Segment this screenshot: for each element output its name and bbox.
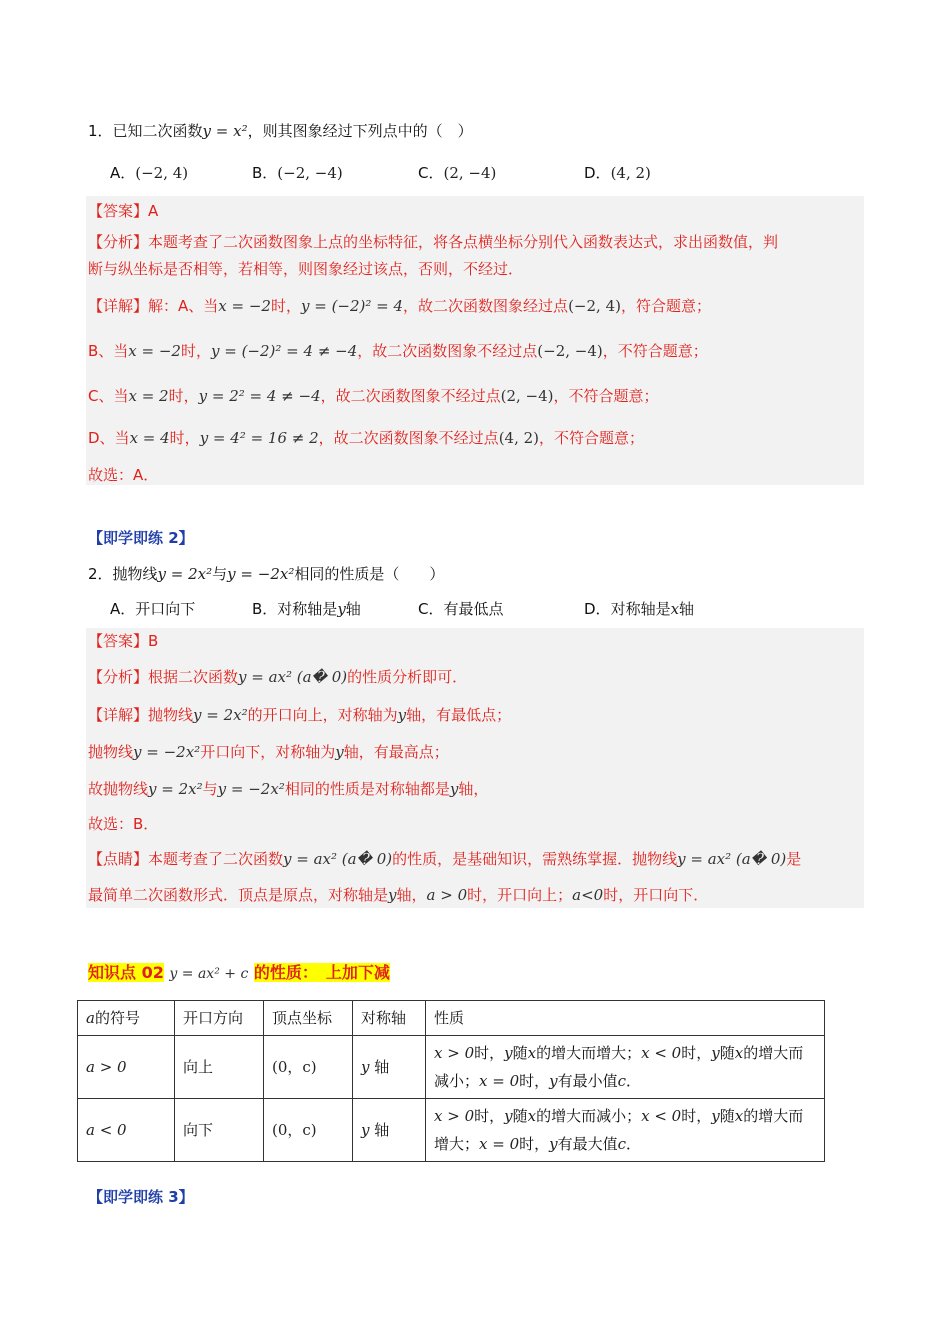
- q1-analysis-line1: [88, 231, 778, 253]
- row2-prop-text-7: 时，: [681, 1107, 712, 1125]
- row2-vertex: (0，c): [264, 1099, 353, 1162]
- q1-detail-d-m3: (4, 2): [498, 429, 540, 447]
- q2-detail3-p3: 相同的性质是对称轴都是: [284, 780, 450, 798]
- q1-detail-b-m2: y = (−2)² = 4 ≠ −4: [211, 342, 358, 360]
- row1-property: [426, 1036, 825, 1099]
- q1-answer: 【答案】A: [88, 202, 159, 220]
- q2-detail-tag: 【详解】: [88, 706, 149, 724]
- q2-detail1-p3: 轴，有最低点；: [406, 706, 512, 724]
- q2-detail3-p2: 与: [202, 780, 218, 798]
- q2-detail1-m1: y = 2x²: [193, 706, 248, 724]
- q2-detail1: [88, 704, 511, 726]
- q2-analysis: [88, 666, 467, 688]
- row2-prop-text-11: 的增大而增大；: [434, 1107, 804, 1153]
- row2-prop-math-8: y: [711, 1107, 720, 1125]
- q1-detail-b-m1: x = −2: [128, 342, 181, 360]
- row1-prop-text-7: 时，: [681, 1044, 712, 1062]
- q1-detail-a-m3: (−2, 4): [568, 297, 621, 315]
- q2-note2-m1: y: [388, 886, 397, 904]
- q2-note2-p3: 时，开口向上；: [467, 886, 573, 904]
- q2-detail2-p2: 开口向下，对称轴为: [200, 743, 336, 761]
- header-sign-m: a: [86, 1009, 95, 1027]
- q1-detail-c-m2: y = 2² = 4 ≠ −4: [198, 387, 321, 405]
- q2-option-a-label: A．: [110, 600, 136, 618]
- row1-prop-math-14: y: [549, 1072, 558, 1090]
- q2-note2-p2: 轴，: [396, 886, 427, 904]
- row2-prop-text-15: 有最大值: [557, 1135, 618, 1153]
- knowledge-heading: [88, 960, 390, 983]
- q1-detail-d-p4: ，不符合题意；: [539, 429, 645, 447]
- q2-detail1-p1: 抛物线: [148, 706, 194, 724]
- row2-prop-math-10: x: [734, 1107, 744, 1125]
- row1-prop-text-11: 的增大而减小；: [434, 1044, 804, 1090]
- q1-option-b-label: B．: [252, 164, 278, 182]
- row2-prop-math-16: c: [617, 1135, 627, 1153]
- row1-prop-math-4: x: [527, 1044, 537, 1062]
- row2-axis-m: y: [361, 1121, 370, 1139]
- row2-sign: a < 0: [78, 1099, 175, 1162]
- q1-option-a-label: A．: [110, 164, 136, 182]
- header-sign: [78, 1001, 175, 1036]
- knowledge-prefix: 知识点 02: [88, 963, 164, 982]
- row1-prop-math-8: y: [711, 1044, 720, 1062]
- q1-option-a-value: (−2, 4): [135, 164, 189, 182]
- row1-prop-math-12: x = 0: [479, 1072, 520, 1090]
- q1-detail-c-m3: (2, −4): [500, 387, 554, 405]
- practice2-title: 【即学即练 2】: [88, 529, 194, 547]
- q2-option-c-text: 有最低点: [443, 600, 504, 618]
- q2-note-m1: y = ax² (a� 0): [283, 850, 393, 868]
- q1-option-a: [110, 162, 188, 183]
- row1-prop-text-9: 随: [719, 1044, 735, 1062]
- q1-detail-tag: 【详解】: [88, 297, 149, 315]
- row2-prop-text-13: 时，: [519, 1135, 550, 1153]
- q1-detail-a-p3: ，故二次函数图象经过点: [403, 297, 569, 315]
- q2-note-p1: 本题考查了二次函数: [148, 850, 284, 868]
- row2-prop-math-6: x < 0: [641, 1107, 682, 1125]
- knowledge-suffix: 的性质： 上加下减: [253, 963, 390, 982]
- q1-option-d-label: D．: [584, 164, 611, 182]
- q2-stem-m1: y = 2x²: [157, 565, 213, 583]
- q2-note-p3: 是: [786, 850, 802, 868]
- q1-detail-d-m1: x = 4: [129, 429, 170, 447]
- q2-option-d-tail: 轴: [679, 600, 695, 618]
- row2-prop-text-3: 随: [512, 1107, 528, 1125]
- row2-property: [426, 1099, 825, 1162]
- row1-prop-text-13: 时，: [519, 1072, 550, 1090]
- q1-detail-d: [88, 427, 644, 449]
- q2-note-m2: y = ax² (a� 0): [677, 850, 787, 868]
- q2-detail3-p4: 轴，: [458, 780, 489, 798]
- q2-note2-p1: 最简单二次函数形式．顶点是原点，对称轴是: [88, 886, 389, 904]
- q1-detail-a-p2: 时，: [270, 297, 301, 315]
- q2-option-a: [110, 598, 195, 619]
- q2-option-b: [252, 598, 361, 619]
- q1-analysis-tag: 【分析】: [88, 233, 149, 251]
- q1-option-c-label: C．: [418, 164, 444, 182]
- q2-stem-m2: y = −2x²: [227, 565, 295, 583]
- header-axis: 对称轴: [353, 1001, 426, 1036]
- q2-option-b-label: B．: [252, 600, 278, 618]
- q1-detail-a-p4: ，符合题意；: [620, 297, 711, 315]
- q1-detail-d-p3: ，故二次函数图象不经过点: [318, 429, 499, 447]
- q2-analysis-m: y = ax² (a� 0): [238, 668, 348, 686]
- q2-option-d-m: x: [670, 600, 680, 618]
- q1-detail-c-p4: ，不符合题意；: [553, 387, 659, 405]
- q2-detail1-m2: y: [397, 706, 407, 724]
- row2-axis-t: 轴: [374, 1121, 390, 1139]
- q1-option-d: [584, 162, 651, 183]
- q2-analysis-tag: 【分析】: [88, 668, 149, 686]
- q1-detail-b-m3: (−2, −4): [537, 342, 603, 360]
- q2-detail3-m2: y = −2x²: [217, 780, 285, 798]
- row1-direction: 向上: [175, 1036, 264, 1099]
- table-header-row: [78, 1001, 825, 1036]
- row1-prop-math-2: y: [504, 1044, 513, 1062]
- row1-prop-math-16: c: [617, 1072, 627, 1090]
- row2-prop-text-5: 的增大而减小；: [536, 1107, 642, 1125]
- q2-option-c: [418, 598, 504, 619]
- q1-detail-a-m2: y = (−2)² = 4: [300, 297, 404, 315]
- q2-note2-p4: 时，开口向下．: [603, 886, 709, 904]
- q2-option-d: [584, 598, 694, 619]
- q2-detail3-m3: y: [449, 780, 459, 798]
- q1-option-c: [418, 162, 496, 183]
- q2-detail2: [88, 741, 449, 763]
- q2-detail3-m1: y = 2x²: [148, 780, 203, 798]
- q1-detail-c-p1: C、当: [88, 387, 129, 405]
- q1-analysis-text1: 本题考查了二次函数图象上点的坐标特征，将各点横坐标分别代入函数表达式，求出函数值，判: [148, 233, 779, 251]
- q2-detail2-p1: 抛物线: [88, 743, 134, 761]
- q1-detail-b-p1: B、当: [88, 342, 129, 360]
- q2-stem-p2: 与: [212, 565, 228, 583]
- row1-axis-t: 轴: [374, 1058, 390, 1076]
- q2-option-b-tail: 轴: [345, 600, 361, 618]
- q1-stem-prefix: 1．已知二次函数: [88, 122, 203, 140]
- q1-option-d-value: (4, 2): [610, 164, 651, 182]
- q1-option-b: [252, 162, 343, 183]
- row2-prop-text-9: 随: [719, 1107, 735, 1125]
- q2-note-line2: [88, 884, 708, 906]
- q2-note2-m2: a > 0: [426, 886, 468, 904]
- q2-option-a-text: 开口向下: [135, 600, 196, 618]
- row1-sign: a > 0: [78, 1036, 175, 1099]
- q1-detail-a-p1: 解：A、当: [148, 297, 219, 315]
- table-row: [78, 1036, 825, 1099]
- row1-vertex: (0，c): [264, 1036, 353, 1099]
- q2-analysis-p1: 根据二次函数: [148, 668, 239, 686]
- properties-table: [77, 1000, 825, 1162]
- q2-note-tag: 【点睛】: [88, 850, 149, 868]
- header-direction: 开口方向: [175, 1001, 264, 1036]
- q1-detail-a: [88, 295, 711, 317]
- q1-analysis-line2: 断与纵坐标是否相等，若相等，则图象经过该点，否则，不经过．: [88, 260, 524, 278]
- q1-conclusion: 故选：A．: [88, 466, 159, 484]
- row2-prop-math-4: x: [527, 1107, 537, 1125]
- row1-prop-math-0: x > 0: [434, 1044, 475, 1062]
- row2-prop-math-2: y: [504, 1107, 513, 1125]
- q2-answer: 【答案】B: [88, 632, 159, 650]
- row2-direction: 向下: [175, 1099, 264, 1162]
- q1-stem: [88, 120, 473, 142]
- row2-prop-text-1: 时，: [474, 1107, 505, 1125]
- header-sign-text: 的符号: [94, 1009, 140, 1027]
- q1-detail-b-p3: ，故二次函数图象不经过点: [357, 342, 538, 360]
- q2-detail2-m2: y: [335, 743, 344, 761]
- q2-note2-m3: a<0: [572, 886, 604, 904]
- row1-prop-math-10: x: [734, 1044, 744, 1062]
- q2-option-c-label: C．: [418, 600, 444, 618]
- q2-detail3-p1: 故抛物线: [88, 780, 149, 798]
- row2-prop-math-0: x > 0: [434, 1107, 475, 1125]
- table-row: [78, 1099, 825, 1162]
- q2-detail3: [88, 778, 488, 800]
- row1-prop-text-3: 随: [512, 1044, 528, 1062]
- q2-stem-p3: 相同的性质是（ ）: [294, 565, 445, 583]
- q1-stem-func: y = x²: [202, 122, 248, 140]
- row2-prop-math-14: y: [549, 1135, 558, 1153]
- q2-option-d-label: D．: [584, 600, 611, 618]
- row2-axis: [353, 1099, 426, 1162]
- row1-axis: [353, 1036, 426, 1099]
- row1-prop-text-5: 的增大而增大；: [536, 1044, 642, 1062]
- q2-stem: [88, 563, 444, 585]
- q1-option-b-value: (−2, −4): [277, 164, 343, 182]
- q1-detail-d-p2: 时，: [169, 429, 200, 447]
- row1-axis-m: y: [361, 1058, 370, 1076]
- q1-detail-c-p2: 时，: [168, 387, 199, 405]
- q2-option-b-m: y: [337, 600, 346, 618]
- practice3-title: 【即学即练 3】: [88, 1188, 194, 1206]
- q2-analysis-p2: 的性质分析即可．: [347, 668, 468, 686]
- q2-conclusion: 故选：B．: [88, 815, 159, 833]
- q2-stem-p1: 2．抛物线: [88, 565, 158, 583]
- q1-option-c-value: (2, −4): [443, 164, 497, 182]
- q2-note-p2: 的性质，是基础知识，需熟练掌握．抛物线: [392, 850, 678, 868]
- q2-option-d-text: 对称轴是: [610, 600, 671, 618]
- row1-prop-text-1: 时，: [474, 1044, 505, 1062]
- q1-detail-c-m1: x = 2: [128, 387, 169, 405]
- row2-prop-math-12: x = 0: [479, 1135, 520, 1153]
- q1-detail-b-p4: ，不符合题意；: [602, 342, 708, 360]
- q1-detail-b-p2: 时，: [180, 342, 211, 360]
- q1-detail-c: [88, 385, 659, 407]
- q1-detail-c-p3: ，故二次函数图象不经过点: [320, 387, 501, 405]
- q2-note-line1: [88, 848, 801, 870]
- q1-detail-a-m1: x = −2: [218, 297, 271, 315]
- q2-detail2-p3: 轴，有最高点；: [343, 743, 449, 761]
- q2-detail1-p2: 的开口向上，对称轴为: [247, 706, 398, 724]
- row1-prop-text-15: 有最小值: [557, 1072, 618, 1090]
- row2-prop-text-17: ．: [626, 1135, 642, 1153]
- knowledge-func: y = ax² + c: [169, 966, 249, 982]
- q1-detail-d-p1: D、当: [88, 429, 130, 447]
- header-vertex: 顶点坐标: [264, 1001, 353, 1036]
- row1-prop-math-6: x < 0: [641, 1044, 682, 1062]
- q1-stem-suffix: ，则其图象经过下列点中的（ ）: [247, 122, 473, 140]
- q1-detail-b: [88, 340, 708, 362]
- header-property: 性质: [426, 1001, 825, 1036]
- q2-option-b-text: 对称轴是: [277, 600, 338, 618]
- row1-prop-text-17: ．: [626, 1072, 642, 1090]
- q1-detail-d-m2: y = 4² = 16 ≠ 2: [199, 429, 319, 447]
- q2-detail2-m1: y = −2x²: [133, 743, 201, 761]
